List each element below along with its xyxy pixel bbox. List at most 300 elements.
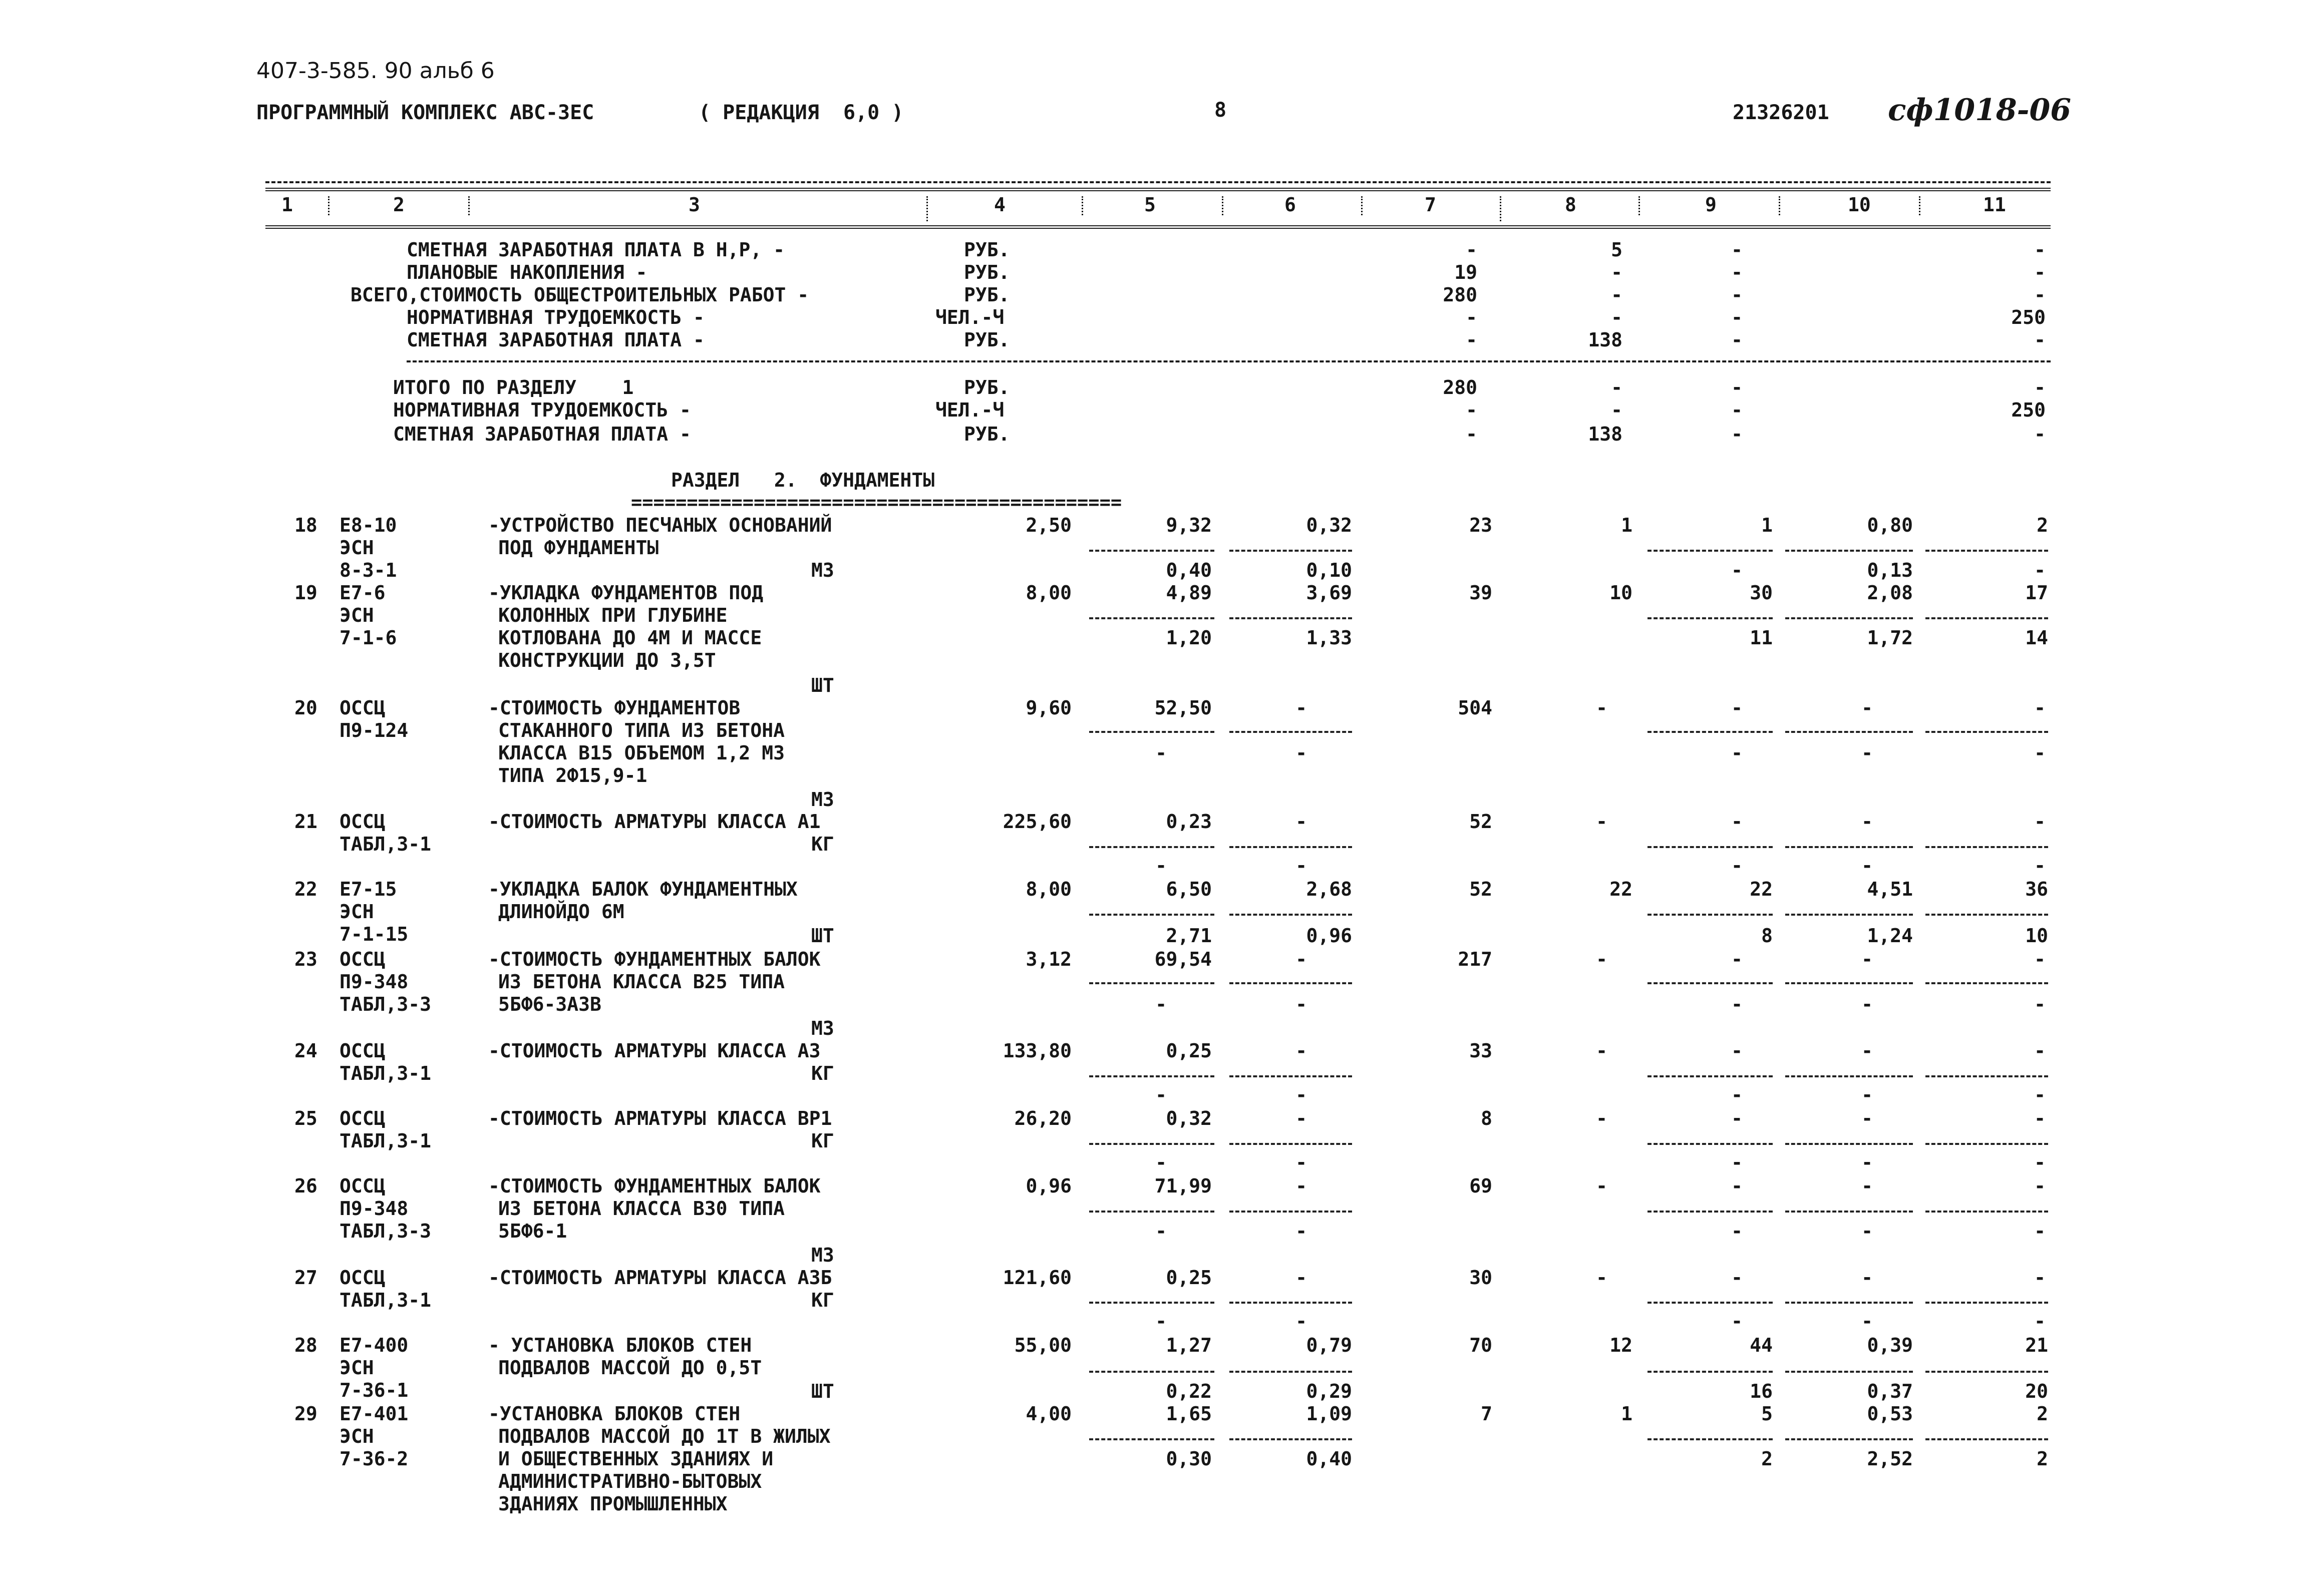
row-number: 23 [294, 948, 317, 970]
row-divider [1647, 1371, 1773, 1373]
col-header-1: 1 [281, 194, 293, 216]
row-c10: 0,39 [1867, 1334, 1913, 1356]
row-c11: 2 [2037, 514, 2048, 536]
row-description: -СТОИМОСТЬ АРМАТУРЫ КЛАССА А3Б [488, 1267, 832, 1289]
row-c9: - [1731, 811, 1743, 833]
row-code: ТАБЛ,3-1 [340, 1289, 432, 1311]
row-code: ТАБЛ,3-1 [340, 833, 432, 855]
row-code: ОССЦ [340, 1175, 386, 1197]
summary-c8: - [1611, 306, 1622, 328]
row-c6: 2,68 [1306, 878, 1352, 900]
row-code: ЭСН [340, 901, 374, 923]
row-c5: 1,27 [1166, 1334, 1212, 1356]
row-c6-sub: 0,29 [1306, 1380, 1352, 1402]
row-c5: 0,25 [1166, 1267, 1212, 1289]
row-c5-sub: - [1155, 742, 1167, 764]
row-c8: 22 [1609, 878, 1632, 900]
row-c6-sub: - [1295, 742, 1307, 764]
header-rule-bottom [265, 225, 2051, 229]
summary-c7: 280 [1443, 284, 1477, 306]
totals-unit: РУБ. [964, 423, 1010, 445]
row-c4: 9,60 [1026, 697, 1072, 719]
row-c5: 0,23 [1166, 811, 1212, 833]
totals-c9: - [1731, 399, 1743, 421]
row-divider [1229, 1143, 1352, 1145]
row-c9: 44 [1750, 1334, 1773, 1356]
row-divider [1785, 914, 1913, 916]
summary-unit: РУБ. [964, 284, 1010, 306]
row-c11-sub: 20 [2025, 1380, 2048, 1402]
col-header-5: 5 [1144, 194, 1156, 216]
totals-unit: РУБ. [964, 376, 1010, 398]
row-c11: - [2034, 811, 2046, 833]
summary-c11: 250 [2011, 306, 2046, 328]
row-c6: - [1295, 948, 1307, 970]
row-divider [1925, 1438, 2048, 1440]
section-title: РАЗДЕЛ 2. ФУНДАМЕНТЫ [671, 469, 935, 491]
row-divider [1229, 846, 1352, 848]
col-header-3: 3 [689, 194, 700, 216]
row-c11-sub: - [2034, 1084, 2046, 1106]
row-c9-sub: 16 [1750, 1380, 1773, 1402]
row-divider [1925, 1143, 2048, 1145]
totals-rule [407, 360, 2051, 362]
row-c6: - [1295, 1175, 1307, 1197]
row-divider [1785, 617, 1913, 619]
row-c11: - [2034, 1267, 2046, 1289]
row-c10-sub: - [1861, 1310, 1873, 1332]
row-code: Е7-15 [340, 878, 397, 900]
row-description: ЗДАНИЯХ ПРОМЫШЛЕННЫХ [498, 1493, 728, 1515]
row-c6-sub: 1,33 [1306, 627, 1352, 649]
summary-c11: - [2034, 284, 2046, 306]
row-c8: 10 [1609, 582, 1632, 604]
row-code: ЭСН [340, 604, 374, 626]
row-divider [1647, 846, 1773, 848]
row-code: 7-1-15 [340, 923, 409, 945]
row-code: ЭСН [340, 537, 374, 559]
row-description: -СТОИМОСТЬ ФУНДАМЕНТНЫХ БАЛОК [488, 948, 821, 970]
col-header-7: 7 [1425, 194, 1436, 216]
row-c11-sub: 2 [2037, 1448, 2048, 1470]
col-header-4: 4 [994, 194, 1006, 216]
row-divider [1925, 914, 2048, 916]
row-c8: - [1596, 1040, 1607, 1062]
row-unit: ШТ [811, 925, 834, 947]
row-c4: 121,60 [1003, 1267, 1072, 1289]
row-divider [1089, 1302, 1214, 1304]
row-c7: 8 [1481, 1107, 1492, 1129]
col-sep [468, 196, 470, 215]
row-number: 21 [294, 811, 317, 833]
row-c11-sub: - [2034, 1310, 2046, 1332]
row-c9-sub: - [1731, 742, 1743, 764]
row-c11: - [2034, 1175, 2046, 1197]
totals-label: НОРМАТИВНАЯ ТРУДОЕМКОСТЬ - [393, 399, 691, 421]
row-c4: 2,50 [1026, 514, 1072, 536]
row-divider [1229, 550, 1352, 552]
row-unit: М3 [811, 1017, 834, 1039]
row-c9-sub: - [1731, 855, 1743, 877]
row-c8: 1 [1621, 514, 1632, 536]
row-c11-sub: - [2034, 1220, 2046, 1242]
row-divider [1785, 1143, 1913, 1145]
row-description: -СТОИМОСТЬ АРМАТУРЫ КЛАССА А3 [488, 1040, 821, 1062]
row-c11-sub: - [2034, 993, 2046, 1015]
totals-c7: - [1466, 423, 1477, 445]
row-c11-sub: 14 [2025, 627, 2048, 649]
row-code: Е7-400 [340, 1334, 409, 1356]
row-code: ОССЦ [340, 697, 386, 719]
row-divider [1229, 1302, 1352, 1304]
row-c9-sub: - [1731, 1310, 1743, 1332]
row-c5: 9,32 [1166, 514, 1212, 536]
row-c7: 7 [1481, 1403, 1492, 1425]
col-header-6: 6 [1284, 194, 1296, 216]
row-c10-sub: - [1861, 742, 1873, 764]
row-divider [1925, 1302, 2048, 1304]
row-c10-sub: - [1861, 993, 1873, 1015]
row-description: ПОДВАЛОВ МАССОЙ ДО 0,5Т [498, 1357, 762, 1379]
row-divider [1925, 1211, 2048, 1213]
summary-c9: - [1731, 261, 1743, 283]
summary-c11: - [2034, 239, 2046, 261]
row-c5: 1,65 [1166, 1403, 1212, 1425]
row-code: ЭСН [340, 1425, 374, 1447]
row-code: ОССЦ [340, 1267, 386, 1289]
row-unit: ШТ [811, 1380, 834, 1402]
row-divider [1647, 1438, 1773, 1440]
row-c11-sub: - [2034, 742, 2046, 764]
row-description: -СТОИМОСТЬ АРМАТУРЫ КЛАССА ВР1 [488, 1107, 832, 1129]
row-divider [1785, 1211, 1913, 1213]
col-sep [926, 196, 928, 221]
row-c4: 133,80 [1003, 1040, 1072, 1062]
totals-c7: - [1466, 399, 1477, 421]
row-c4: 225,60 [1003, 811, 1072, 833]
row-c6: - [1295, 1267, 1307, 1289]
row-code: ОССЦ [340, 948, 386, 970]
row-divider [1229, 731, 1352, 733]
row-divider [1089, 550, 1214, 552]
row-c5-sub: - [1155, 1220, 1167, 1242]
summary-label: СМЕТНАЯ ЗАРАБОТНАЯ ПЛАТА - [407, 329, 705, 351]
row-c8: 1 [1621, 1403, 1632, 1425]
row-c5: 4,89 [1166, 582, 1212, 604]
row-c5: 52,50 [1154, 697, 1212, 719]
row-divider [1229, 1438, 1352, 1440]
row-c8: - [1596, 1107, 1607, 1129]
row-c8: - [1596, 697, 1607, 719]
row-number: 25 [294, 1107, 317, 1129]
row-c8: - [1596, 1267, 1607, 1289]
row-c5: 0,32 [1166, 1107, 1212, 1129]
row-c10-sub: 2,52 [1867, 1448, 1913, 1470]
row-code: П9-124 [340, 719, 409, 741]
row-divider [1229, 1211, 1352, 1213]
totals-label: ИТОГО ПО РАЗДЕЛУ 1 [393, 376, 634, 398]
totals-c9: - [1731, 376, 1743, 398]
row-unit: ШТ [811, 674, 834, 696]
row-code: 8-3-1 [340, 559, 397, 581]
row-code: ЭСН [340, 1357, 374, 1379]
row-c4: 3,12 [1026, 948, 1072, 970]
row-divider [1785, 846, 1913, 848]
row-divider [1647, 982, 1773, 984]
row-c7: 52 [1469, 878, 1492, 900]
row-number: 29 [294, 1403, 317, 1425]
row-c11-sub: - [2034, 1151, 2046, 1173]
row-c7: 39 [1469, 582, 1492, 604]
row-c5-sub: - [1155, 1310, 1167, 1332]
row-c6-sub: - [1295, 1151, 1307, 1173]
row-description: -СТОИМОСТЬ АРМАТУРЫ КЛАССА А1 [488, 811, 821, 833]
summary-c11: - [2034, 261, 2046, 283]
row-code: ТАБЛ,3-3 [340, 993, 432, 1015]
totals-unit: ЧЕЛ.-Ч [935, 399, 1005, 421]
row-c10: - [1861, 1107, 1873, 1129]
row-description: -УКЛАДКА БАЛОК ФУНДАМЕНТНЫХ [488, 878, 798, 900]
summary-c9: - [1731, 239, 1743, 261]
row-description: ИЗ БЕТОНА КЛАССА В30 ТИПА [498, 1198, 785, 1220]
summary-label: СМЕТНАЯ ЗАРАБОТНАЯ ПЛАТА В Н,Р, - [407, 239, 785, 261]
row-divider [1647, 731, 1773, 733]
col-header-8: 8 [1565, 194, 1576, 216]
row-c9: 30 [1750, 582, 1773, 604]
row-divider [1785, 1438, 1913, 1440]
row-c6: 0,32 [1306, 514, 1352, 536]
row-c4: 0,96 [1026, 1175, 1072, 1197]
row-code: Е7-401 [340, 1403, 409, 1425]
row-c5: 0,25 [1166, 1040, 1212, 1062]
row-description: ИЗ БЕТОНА КЛАССА В25 ТИПА [498, 971, 785, 993]
row-c10: - [1861, 948, 1873, 970]
row-code: ОССЦ [340, 811, 386, 833]
row-divider [1785, 550, 1913, 552]
row-c9-sub: - [1731, 1220, 1743, 1242]
row-divider [1089, 1075, 1214, 1077]
row-c10: - [1861, 811, 1873, 833]
row-c9-sub: 8 [1761, 925, 1773, 947]
summary-c9: - [1731, 284, 1743, 306]
row-c9: - [1731, 948, 1743, 970]
summary-label: НОРМАТИВНАЯ ТРУДОЕМКОСТЬ - [407, 306, 705, 328]
row-code: Е8-10 [340, 514, 397, 536]
col-sep [1919, 196, 1920, 215]
row-c5-sub: - [1155, 1084, 1167, 1106]
row-c6-sub: - [1295, 855, 1307, 877]
row-c10-sub: - [1861, 1220, 1873, 1242]
row-code: 7-36-1 [340, 1379, 409, 1401]
row-c5-sub: 2,71 [1166, 925, 1212, 947]
row-code: ОССЦ [340, 1040, 386, 1062]
row-description: -УКЛАДКА ФУНДАМЕНТОВ ПОД [488, 582, 764, 604]
row-c9-sub: - [1731, 1084, 1743, 1106]
row-divider [1925, 1075, 2048, 1077]
summary-c7: - [1466, 306, 1477, 328]
row-c9: 1 [1761, 514, 1773, 536]
row-c9-sub: - [1731, 993, 1743, 1015]
row-c7: 33 [1469, 1040, 1492, 1062]
row-c9: - [1731, 1040, 1743, 1062]
row-c11: 21 [2025, 1334, 2048, 1356]
row-code: ТАБЛ,3-3 [340, 1220, 432, 1242]
row-c10-sub: - [1861, 1151, 1873, 1173]
row-description: ПОДВАЛОВ МАССОЙ ДО 1Т В ЖИЛЫХ [498, 1425, 831, 1447]
row-description: ТИПА 2Ф15,9-1 [498, 764, 647, 786]
row-c6-sub: 0,10 [1306, 559, 1352, 581]
row-c6: - [1295, 697, 1307, 719]
row-divider [1647, 1075, 1773, 1077]
row-c7: 70 [1469, 1334, 1492, 1356]
handwritten-code: сф1018-06 [1888, 93, 2072, 128]
row-divider [1925, 550, 2048, 552]
row-c11: - [2034, 948, 2046, 970]
row-divider [1089, 1371, 1214, 1373]
row-description: СТАКАННОГО ТИПА ИЗ БЕТОНА [498, 719, 785, 741]
row-c6-sub: 0,40 [1306, 1448, 1352, 1470]
row-c8: - [1596, 948, 1607, 970]
row-divider [1647, 914, 1773, 916]
row-unit: КГ [811, 1130, 834, 1152]
row-code: П9-348 [340, 1198, 409, 1220]
row-c10: 2,08 [1867, 582, 1913, 604]
totals-c7: 280 [1443, 376, 1477, 398]
row-c4: 8,00 [1026, 582, 1072, 604]
summary-c9: - [1731, 329, 1743, 351]
row-divider [1647, 550, 1773, 552]
row-code: ОССЦ [340, 1107, 386, 1129]
row-c5-sub: 0,30 [1166, 1448, 1212, 1470]
row-c4: 26,20 [1014, 1107, 1072, 1129]
row-c9-sub: - [1731, 1151, 1743, 1173]
row-c8: - [1596, 1175, 1607, 1197]
row-number: 26 [294, 1175, 317, 1197]
row-c9: - [1731, 1267, 1743, 1289]
summary-label: ВСЕГО,СТОИМОСТЬ ОБЩЕСТРОИТЕЛЬНЫХ РАБОТ - [351, 284, 809, 306]
row-c9-sub: 2 [1761, 1448, 1773, 1470]
row-divider [1229, 982, 1352, 984]
row-c10-sub: 0,13 [1867, 559, 1913, 581]
row-c5-sub: 0,22 [1166, 1380, 1212, 1402]
row-divider [1925, 982, 2048, 984]
row-c6-sub: - [1295, 1220, 1307, 1242]
row-code: П9-348 [340, 971, 409, 993]
row-description: КОТЛОВАНА ДО 4М И МАССЕ [498, 627, 762, 649]
row-divider [1647, 1302, 1773, 1304]
row-c7: 504 [1458, 697, 1492, 719]
header-rule-top [265, 181, 2051, 183]
row-c5-sub: - [1155, 1151, 1167, 1173]
row-description: -СТОИМОСТЬ ФУНДАМЕНТНЫХ БАЛОК [488, 1175, 821, 1197]
row-divider [1089, 1143, 1214, 1145]
row-c7: 23 [1469, 514, 1492, 536]
col-sep [1500, 196, 1501, 221]
col-sep [1361, 196, 1363, 215]
totals-label: СМЕТНАЯ ЗАРАБОТНАЯ ПЛАТА - [393, 423, 691, 445]
summary-unit: РУБ. [964, 261, 1010, 283]
row-code: ТАБЛ,3-1 [340, 1062, 432, 1084]
row-number: 19 [294, 582, 317, 604]
col-header-10: 10 [1848, 194, 1871, 216]
row-c10: - [1861, 1267, 1873, 1289]
row-c7: 69 [1469, 1175, 1492, 1197]
totals-c9: - [1731, 423, 1743, 445]
row-c10: - [1861, 1175, 1873, 1197]
row-description: -УСТРОЙСТВО ПЕСЧАНЫХ ОСНОВАНИЙ [488, 514, 832, 536]
col-sep [1779, 196, 1780, 215]
row-c9-sub: 11 [1750, 627, 1773, 649]
totals-c8: 138 [1588, 423, 1622, 445]
summary-unit: ЧЕЛ.-Ч [935, 306, 1005, 328]
row-c5-sub: - [1155, 855, 1167, 877]
row-c11: - [2034, 1107, 2046, 1129]
col-sep [1222, 196, 1223, 215]
totals-c11: - [2034, 423, 2046, 445]
row-unit: М3 [811, 788, 834, 811]
col-header-9: 9 [1705, 194, 1717, 216]
row-divider [1089, 846, 1214, 848]
row-description: 5БФ6-1 [498, 1220, 567, 1242]
row-description: 5БФ6-3А3В [498, 993, 601, 1015]
row-c6-sub: - [1295, 1084, 1307, 1106]
row-description: АДМИНИСТРАТИВНО-БЫТОВЫХ [498, 1470, 762, 1492]
summary-label: ПЛАНОВЫЕ НАКОПЛЕНИЯ - [407, 261, 647, 283]
row-c11: 2 [2037, 1403, 2048, 1425]
row-divider [1089, 617, 1214, 619]
row-description: ДЛИНОЙДО 6М [498, 901, 624, 923]
row-c9: 5 [1761, 1403, 1773, 1425]
row-c11: 36 [2025, 878, 2048, 900]
row-c9: - [1731, 697, 1743, 719]
row-c5: 71,99 [1154, 1175, 1212, 1197]
row-number: 18 [294, 514, 317, 536]
summary-unit: РУБ. [964, 329, 1010, 351]
summary-c9: - [1731, 306, 1743, 328]
row-divider [1089, 1438, 1214, 1440]
summary-c7: 19 [1454, 261, 1477, 283]
row-divider [1785, 1075, 1913, 1077]
row-description: ПОД ФУНДАМЕНТЫ [498, 537, 659, 559]
row-divider [1647, 1143, 1773, 1145]
col-sep [328, 196, 329, 215]
row-description: И ОБЩЕСТВЕННЫХ ЗДАНИЯХ И [498, 1448, 774, 1470]
row-c10: - [1861, 1040, 1873, 1062]
row-c11-sub: 10 [2025, 925, 2048, 947]
row-divider [1647, 617, 1773, 619]
row-c8: - [1596, 811, 1607, 833]
row-description: КЛАССА В15 ОБЪЕМОМ 1,2 М3 [498, 742, 785, 764]
row-divider [1647, 1211, 1773, 1213]
section-underline: ============================================ [631, 492, 1122, 513]
row-unit: КГ [811, 1289, 834, 1311]
summary-unit: РУБ. [964, 239, 1010, 261]
row-c7: 217 [1458, 948, 1492, 970]
row-c6: 0,79 [1306, 1334, 1352, 1356]
row-divider [1089, 1211, 1214, 1213]
row-c9-sub: - [1731, 559, 1743, 581]
row-code: Е7-6 [340, 582, 386, 604]
row-divider [1925, 617, 2048, 619]
row-c6-sub: - [1295, 993, 1307, 1015]
row-divider [1925, 731, 2048, 733]
row-c5-sub: 1,20 [1166, 627, 1212, 649]
row-c10-sub: 1,72 [1867, 627, 1913, 649]
row-c10: 0,80 [1867, 514, 1913, 536]
summary-c8: - [1611, 261, 1622, 283]
row-divider [1229, 1075, 1352, 1077]
totals-c11: 250 [2011, 399, 2046, 421]
